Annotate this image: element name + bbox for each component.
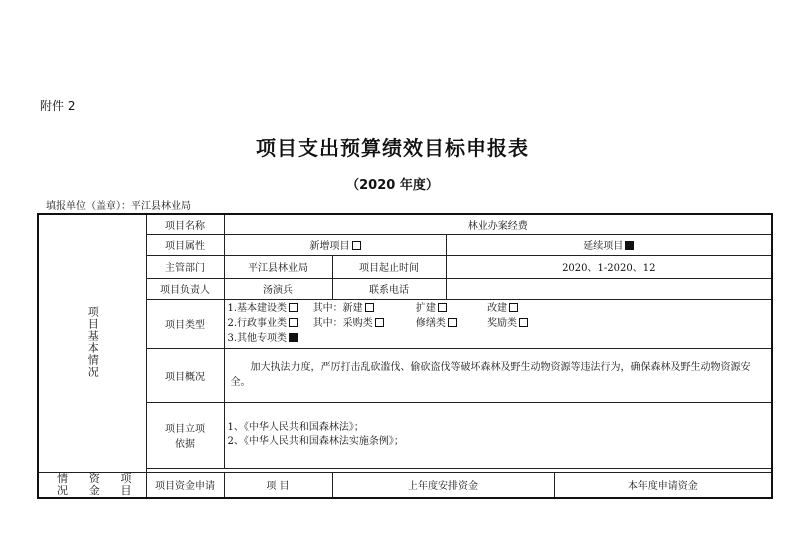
type-special-label: 3.其他专项类 — [227, 333, 288, 344]
attr-continue-cell[interactable] — [446, 234, 772, 255]
type-construction-label: 1.基本建设类 — [227, 303, 288, 314]
type-new-build[interactable] — [313, 301, 413, 316]
row-funding — [38, 472, 772, 498]
row-department — [38, 255, 772, 278]
type-rebuild-checkbox[interactable] — [509, 303, 518, 312]
section-basic-info-label: 项目基本情况 — [86, 305, 100, 378]
type-administrative-checkbox[interactable] — [289, 318, 298, 327]
type-administrative[interactable] — [228, 316, 310, 331]
type-rebuild-label: 改建 — [487, 303, 508, 314]
funding-col-last-year: 上年度安排资金 — [332, 472, 554, 498]
type-rebuild[interactable] — [487, 301, 518, 316]
type-repair-checkbox[interactable] — [448, 318, 457, 327]
overview-text: 加大执法力度，严厉打击乱砍滥伐、偷砍盗伐等破坏森林及野生动物资源等违法行为，确保森林及野生动物资源安全。 — [230, 362, 751, 388]
project-name-label: 项目名称 — [146, 214, 224, 234]
period-value[interactable]: 2020、1-2020、12 — [446, 255, 772, 278]
basis-item-1: 1、《中华人民共和国森林法》； — [227, 422, 364, 433]
funding-char: 况 — [57, 483, 68, 497]
funding-line-1 — [39, 473, 146, 485]
funding-line-2 — [39, 485, 146, 497]
type-purchase[interactable] — [313, 316, 413, 331]
owner-label: 项目负责人 — [146, 278, 224, 299]
attachment-label: 附件 2 — [40, 99, 76, 113]
funding-col-item: 项 目 — [224, 472, 332, 498]
type-special[interactable] — [228, 331, 299, 346]
type-special-checkbox[interactable] — [289, 333, 298, 342]
section-basic-info — [38, 214, 146, 472]
type-reward-checkbox[interactable] — [519, 318, 528, 327]
type-repair[interactable] — [416, 316, 484, 331]
type-construction[interactable] — [228, 301, 310, 316]
funding-char: 目 — [120, 483, 132, 497]
type-line-special — [225, 331, 772, 346]
attr-new-checkbox[interactable] — [352, 241, 361, 250]
row-project-name — [38, 214, 772, 234]
section-funding — [38, 472, 146, 498]
row-basis — [38, 402, 772, 468]
overview-label: 项目概况 — [146, 348, 224, 402]
funding-char: 资 — [88, 471, 100, 485]
type-expand[interactable] — [416, 301, 484, 316]
budget-form-table — [37, 213, 773, 499]
department-label: 主管部门 — [146, 255, 224, 278]
type-expand-checkbox[interactable] — [438, 303, 447, 312]
type-reward-label: 奖励类 — [487, 318, 518, 329]
basis-cell[interactable] — [224, 402, 772, 468]
type-new-build-checkbox[interactable] — [365, 303, 374, 312]
type-reward[interactable] — [487, 316, 528, 331]
type-administrative-label: 2.行政事业类 — [227, 318, 288, 329]
funding-label: 项目资金申请 — [146, 472, 224, 498]
funding-char: 项 — [120, 471, 132, 485]
basis-item-2: 2、《中华人民共和国森林法实施条例》； — [227, 436, 404, 447]
form-title: 项目支出预算绩效目标申报表 — [256, 136, 529, 160]
type-construction-checkbox[interactable] — [289, 303, 298, 312]
row-project-type — [38, 299, 772, 348]
project-attribute-label: 项目属性 — [146, 234, 224, 255]
project-name-value[interactable]: 林业办案经费 — [224, 214, 772, 234]
department-value[interactable]: 平江县林业局 — [224, 255, 332, 278]
fill-unit-label: 填报单位（盖章）：平江县林业局 — [46, 201, 191, 212]
form-year: （2020 年度） — [346, 178, 439, 193]
type-purchase-checkbox[interactable] — [375, 318, 384, 327]
basis-label-cell — [146, 402, 224, 468]
attr-new-label: 新增项目 — [309, 241, 350, 252]
project-type-options — [224, 299, 772, 348]
funding-col-this-year: 本年度申请资金 — [554, 472, 772, 498]
owner-value[interactable]: 汤演兵 — [224, 278, 332, 299]
phone-value[interactable] — [446, 278, 772, 299]
type-new-build-label: 其中：新建 — [312, 303, 363, 314]
phone-label: 联系电话 — [332, 278, 446, 299]
funding-char: 金 — [88, 483, 100, 497]
type-line-administrative — [225, 316, 772, 331]
overview-cell[interactable] — [224, 348, 772, 402]
type-line-construction — [225, 301, 772, 316]
type-repair-label: 修缮类 — [415, 318, 446, 329]
attr-continue-label: 延续项目 — [583, 241, 624, 252]
attr-new-cell[interactable] — [224, 234, 446, 255]
period-label: 项目起止时间 — [332, 255, 446, 278]
project-type-label: 项目类型 — [146, 299, 224, 348]
funding-char: 情 — [57, 471, 68, 485]
row-project-attribute — [38, 234, 772, 255]
row-overview — [38, 348, 772, 402]
type-expand-label: 扩建 — [415, 303, 436, 314]
type-purchase-label: 其中：采购类 — [312, 318, 373, 329]
attr-continue-checkbox[interactable] — [625, 241, 634, 250]
basis-label-line2: 依据 — [175, 439, 195, 450]
row-owner — [38, 278, 772, 299]
basis-label-line1: 项目立项 — [165, 424, 205, 435]
